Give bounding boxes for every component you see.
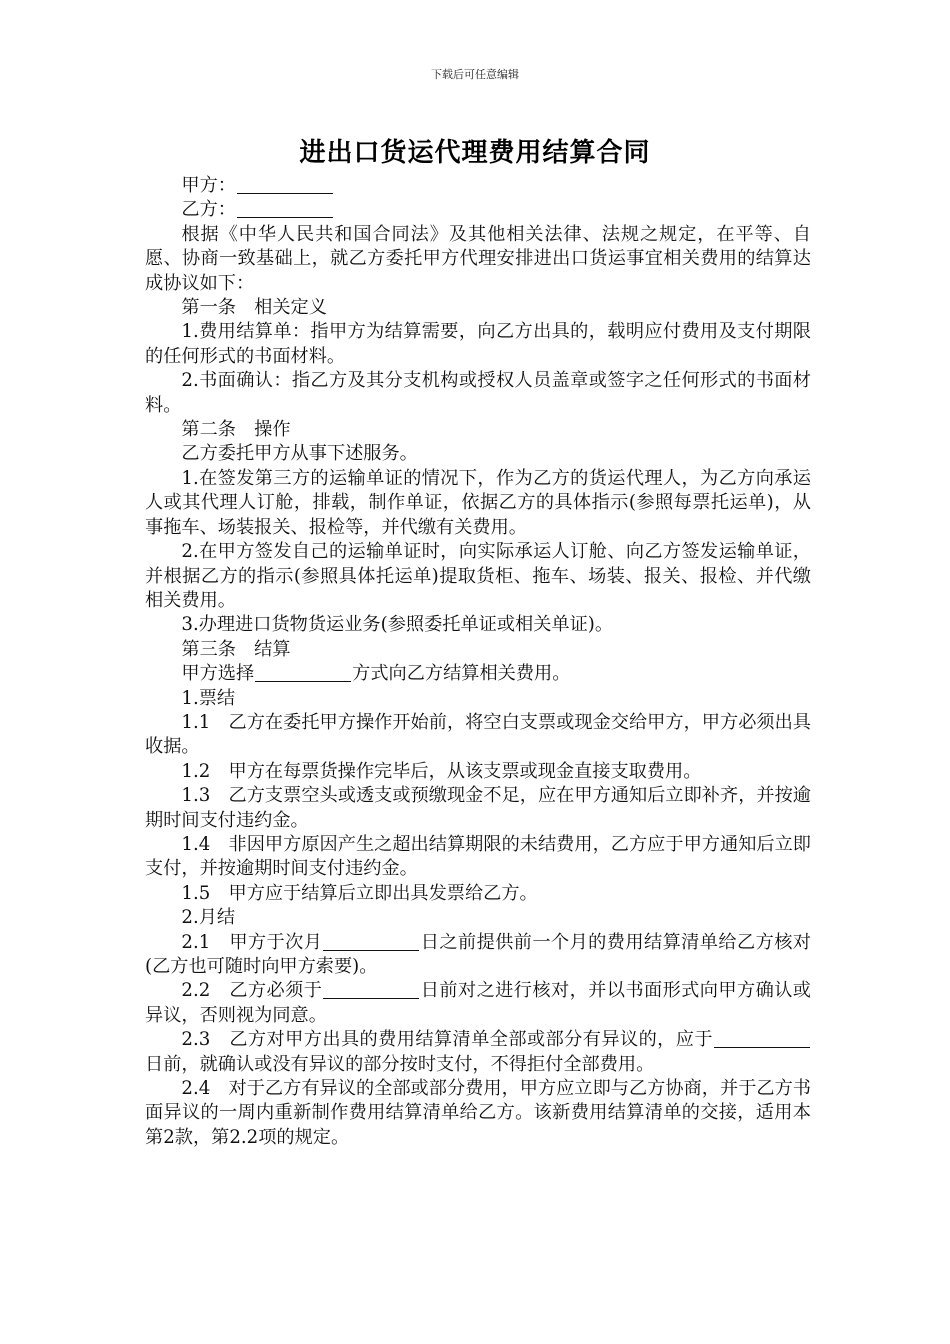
- article-2-item-3: 3.办理进口货物货运业务(参照委托单证或相关单证)。: [181, 614, 614, 636]
- section-2-4: 2.4 对于乙方有异议的全部或部分费用，甲方应立即与乙方协商，并于乙方书面异议的一周内重新制作费用结算清单给乙方。该新费用结算清单的交接，适用本第2款，第2.2项的规定。: [145, 1078, 811, 1148]
- section-2-title: 2.月结: [181, 907, 236, 929]
- article-3-title: 第三条 结算: [181, 638, 291, 660]
- party-b-line: 乙方：: [145, 198, 811, 222]
- party-b-blank: [237, 199, 333, 218]
- intro-paragraph: 根据《中华人民共和国合同法》及其他相关法律、法规之规定，在平等、自愿、协商一致基础上，就乙方委托甲方代理安排进出口货运事宜相关费用的结算达成协议如下：: [145, 223, 811, 294]
- article-2-intro: 乙方委托甲方从事下述服务。: [181, 443, 418, 465]
- article-3-choose: 甲方选择 方式向乙方结算相关费用。: [181, 663, 571, 685]
- party-a-line: 甲方：: [145, 174, 811, 198]
- section-2-1: 2.1 甲方于次月 日之前提供前一个月的费用结算清单给乙方核对(乙方也可随时向甲方索要)。: [145, 931, 811, 977]
- section-2-2: 2.2 乙方必须于 日前对之进行核对，并以书面形式向甲方确认或异议，否则视为同意。: [145, 980, 811, 1026]
- article-1-title: 第一条 相关定义: [181, 297, 327, 319]
- header-note: 下载后可任意编辑: [431, 68, 519, 81]
- article-1-item-1: 1.费用结算单：指甲方为结算需要，向乙方出具的，载明应付费用及支付期限的任何形式的书面材料。: [145, 321, 811, 367]
- article-1-item-2: 2.书面确认：指乙方及其分支机构或授权人员盖章或签字之任何形式的书面材料。: [145, 370, 811, 416]
- section-1-3: 1.3 乙方支票空头或透支或预缴现金不足，应在甲方通知后立即补齐，并按逾期时间支付违约金。: [145, 785, 811, 831]
- article-2-item-2: 2.在甲方签发自己的运输单证时，向实际承运人订舱、向乙方签发运输单证，并根据乙方的指示(参照具体托运单)提取货柜、拖车、场装、报关、报检、并代缴相关费用。: [145, 541, 811, 611]
- article-2-title: 第二条 操作: [181, 419, 291, 441]
- contract-title: 进出口货运代理费用结算合同: [299, 138, 651, 168]
- section-1-4: 1.4 非因甲方原因产生之超出结算期限的未结费用，乙方应于甲方通知后立即支付，并按逾期时间支付违约金。: [145, 833, 811, 880]
- contract-body: [145, 174, 811, 1150]
- section-2-3: 2.3 乙方对甲方出具的费用结算清单全部或部分有异议的，应于日前，就确认或没有异议的部分按时支付，不得拒付全部费用。: [145, 1028, 811, 1077]
- day-blank-3: [714, 1029, 810, 1048]
- settlement-method-blank: [255, 663, 351, 682]
- day-blank-2: [323, 980, 419, 999]
- day-blank-1: [323, 931, 419, 950]
- article-2-item-1: 1.在签发第三方的运输单证的情况下，作为乙方的货运代理人，为乙方向承运人或其代理人订舱，排载，制作单证，依据乙方的具体指示(参照每票托运单)，从事拖车、场装报关、报检等，并代缴有关费用。: [145, 467, 811, 538]
- section-1-title: 1.票结: [181, 687, 236, 709]
- section-1-2: 1.2 甲方在每票货操作完毕后，从该支票或现金直接支取费用。: [181, 760, 702, 782]
- section-1-5: 1.5 甲方应于结算后立即出具发票给乙方。: [181, 882, 538, 904]
- party-a-blank: [237, 175, 333, 194]
- section-1-1: 1.1 乙方在委托甲方操作开始前，将空白支票或现金交给甲方，甲方必须出具收据。: [145, 711, 811, 758]
